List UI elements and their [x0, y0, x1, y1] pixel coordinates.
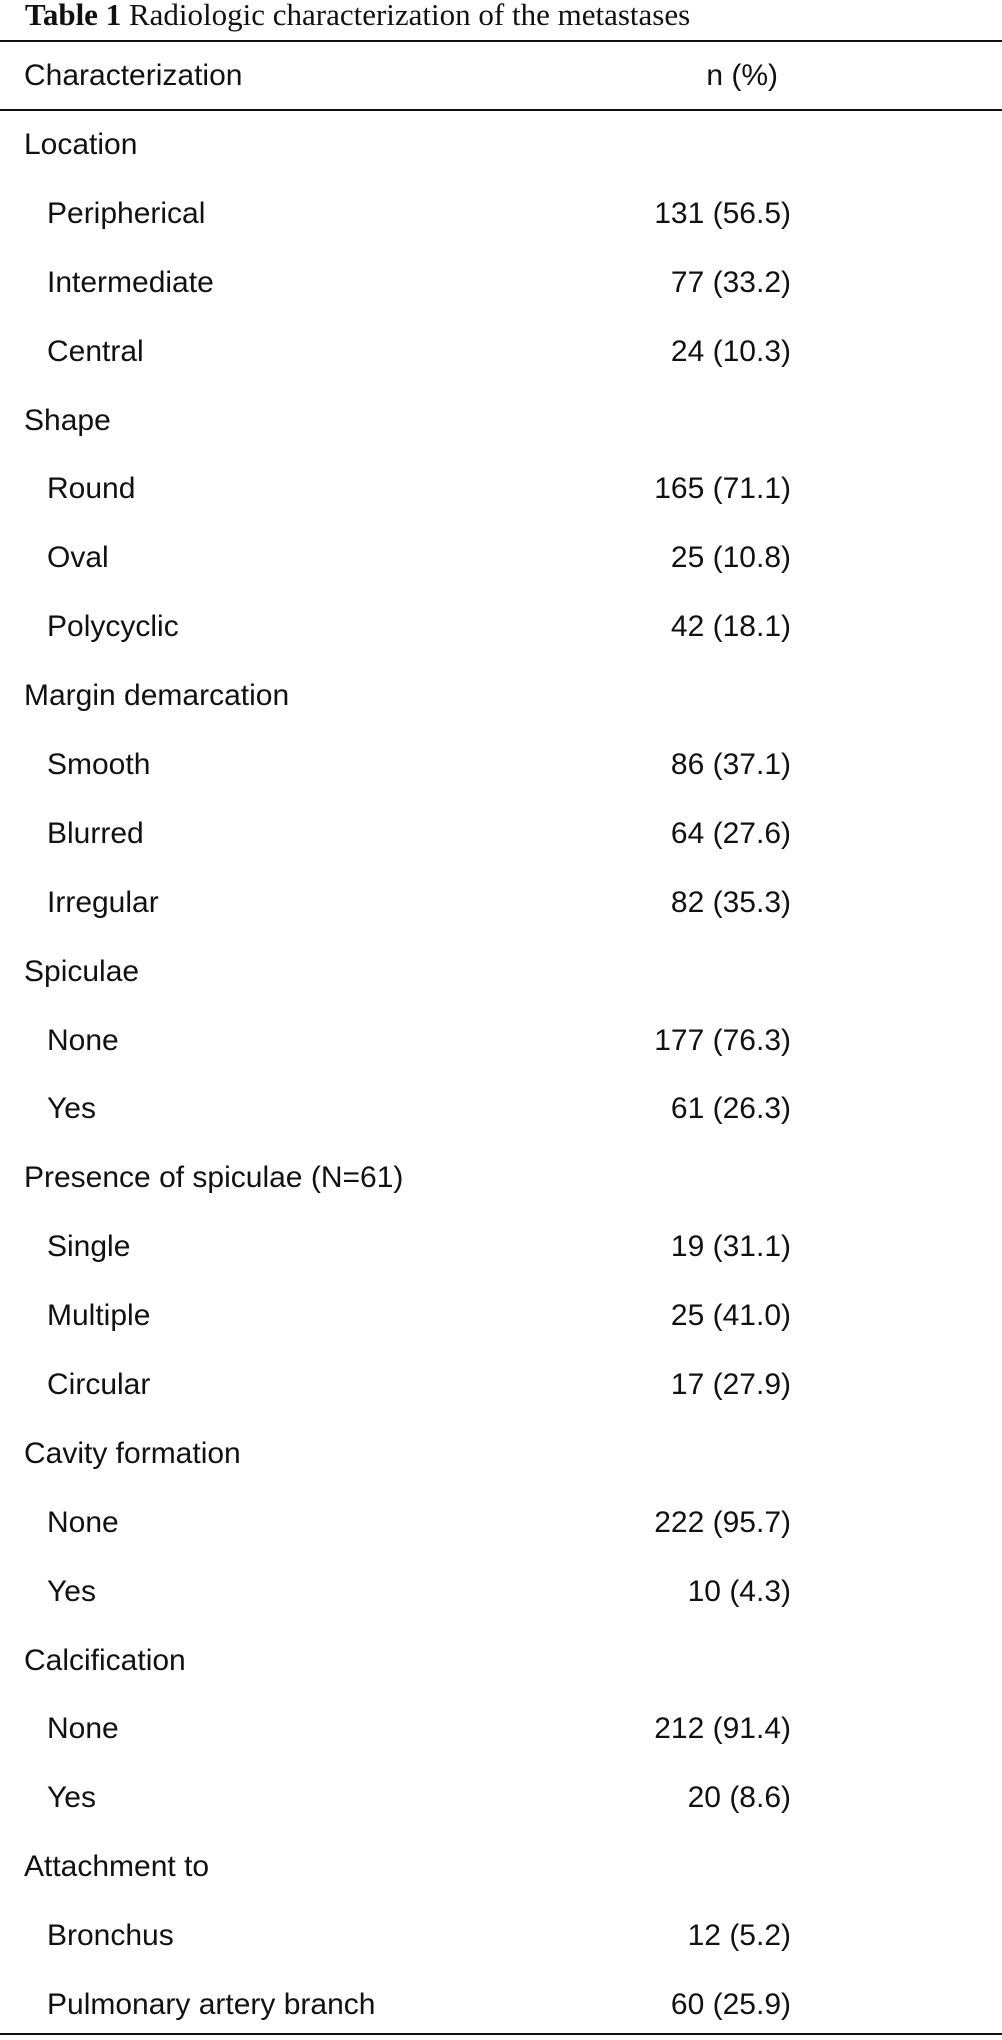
- table-caption-title: Radiologic characterization of the metastases: [128, 0, 691, 32]
- table-row: [0, 249, 1002, 318]
- table-category-row: [0, 111, 1002, 180]
- header-n-percent: n (%): [706, 59, 778, 92]
- category-label: Shape: [24, 403, 111, 437]
- table-category-row: [0, 938, 1002, 1007]
- category-label: Cavity formation: [24, 1436, 241, 1470]
- table-row: [0, 731, 1002, 800]
- row-value: 60 (25.9): [670, 1988, 791, 2022]
- table-row: [0, 1351, 1002, 1420]
- row-label: Polycyclic: [47, 610, 179, 644]
- row-value: 165 (71.1): [654, 472, 791, 506]
- row-label: None: [47, 1023, 119, 1057]
- row-label: Bronchus: [47, 1919, 174, 1953]
- row-label: Yes: [47, 1092, 96, 1126]
- table-row: [0, 1213, 1002, 1282]
- table-category-row: [0, 1144, 1002, 1213]
- category-label: Location: [24, 128, 138, 161]
- table-row: [0, 800, 1002, 869]
- table-row: [0, 1282, 1002, 1351]
- table-category-row: [0, 1833, 1002, 1902]
- table-row: [0, 1764, 1002, 1833]
- row-label: Single: [47, 1230, 131, 1264]
- row-value: 131 (56.5): [654, 196, 791, 230]
- row-value: 212 (91.4): [654, 1712, 791, 1746]
- table-bottom-rule: [0, 2033, 1002, 2035]
- row-value: 19 (31.1): [670, 1230, 791, 1264]
- table-row: [0, 1971, 1002, 2040]
- row-label: Round: [47, 472, 136, 506]
- table-row: [0, 869, 1002, 938]
- row-label: Irregular: [47, 885, 159, 919]
- row-value: 25 (10.8): [670, 541, 791, 575]
- table-row: [0, 1695, 1002, 1764]
- category-label: Spiculae: [24, 954, 140, 988]
- row-label: Yes: [47, 1574, 96, 1608]
- row-label: Central: [47, 334, 144, 368]
- table-header-row: [0, 42, 1002, 109]
- row-label: Multiple: [47, 1299, 151, 1333]
- table-row: [0, 455, 1002, 524]
- category-label: Attachment to: [24, 1850, 210, 1884]
- table-row: [0, 524, 1002, 593]
- table-row: [0, 593, 1002, 662]
- header-characterization: Characterization: [24, 59, 243, 92]
- row-label: Smooth: [47, 748, 151, 782]
- row-value: 20 (8.6): [687, 1781, 791, 1815]
- table-category-row: [0, 662, 1002, 731]
- row-label: None: [47, 1505, 119, 1539]
- table-row: [0, 1489, 1002, 1558]
- table-row: [0, 1007, 1002, 1076]
- row-value: 82 (35.3): [670, 885, 791, 919]
- row-value: 42 (18.1): [670, 610, 791, 644]
- table-caption: [25, 0, 690, 36]
- table-row: [0, 1902, 1002, 1971]
- row-value: 61 (26.3): [670, 1092, 791, 1126]
- row-value: 64 (27.6): [670, 816, 791, 850]
- row-value: 77 (33.2): [670, 265, 791, 299]
- row-label: Peripherical: [47, 196, 206, 230]
- table-row: [0, 180, 1002, 249]
- row-value: 12 (5.2): [687, 1919, 791, 1953]
- row-label: Circular: [47, 1368, 151, 1402]
- row-value: 17 (27.9): [670, 1368, 791, 1402]
- table-category-row: [0, 1627, 1002, 1696]
- category-label: Margin demarcation: [24, 679, 290, 713]
- table-body: [0, 111, 1002, 2040]
- row-label: Oval: [47, 541, 109, 575]
- row-label: None: [47, 1712, 119, 1746]
- row-label: Pulmonary artery branch: [47, 1988, 376, 2022]
- category-label: Calcification: [24, 1643, 186, 1677]
- row-value: 25 (41.0): [670, 1299, 791, 1333]
- row-value: 177 (76.3): [654, 1023, 791, 1057]
- table-row: [0, 318, 1002, 387]
- row-value: 86 (37.1): [670, 748, 791, 782]
- category-label: Presence of spiculae (N=61): [24, 1161, 404, 1195]
- row-label: Yes: [47, 1781, 96, 1815]
- table-caption-label: Table 1: [25, 0, 122, 32]
- row-value: 222 (95.7): [654, 1505, 791, 1539]
- table-row: [0, 1075, 1002, 1144]
- row-label: Blurred: [47, 816, 144, 850]
- table-category-row: [0, 1420, 1002, 1489]
- table-row: [0, 1558, 1002, 1627]
- row-value: 24 (10.3): [670, 334, 791, 368]
- row-label: Intermediate: [47, 265, 214, 299]
- row-value: 10 (4.3): [687, 1574, 791, 1608]
- table-category-row: [0, 387, 1002, 456]
